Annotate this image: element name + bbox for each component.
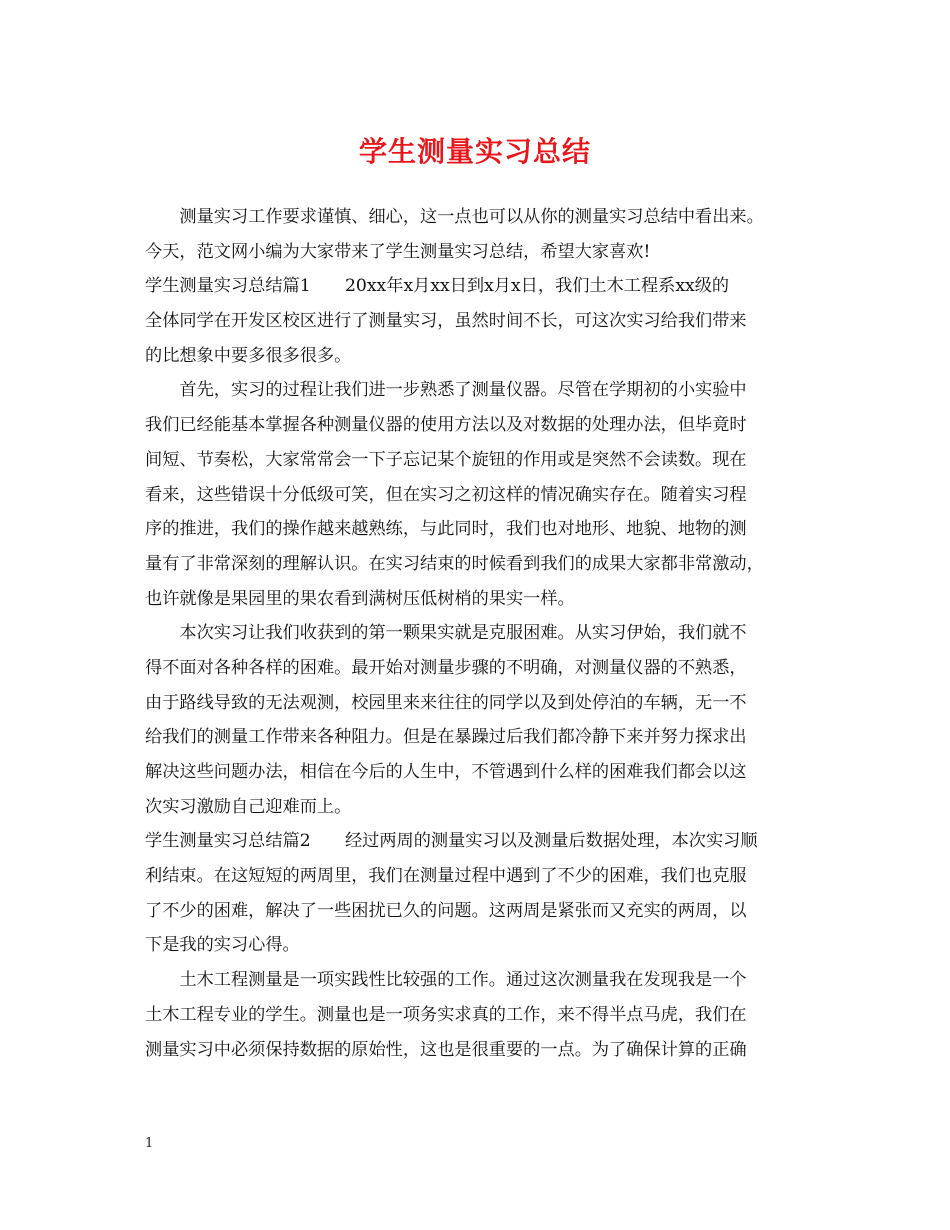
text-line: 看来，这些错误十分低级可笑，但在实习之初这样的情况确实存在。随着实习程 [145,484,747,505]
text-line: 学生测量实习总结篇1 20xx年x月xx日到x月x日，我们土木工程系xx级的 [145,276,730,297]
text-line: 测量实习工作要求谨慎、细心，这一点也可以从你的测量实习总结中看出来。 [145,207,764,227]
text-line: 序的推进，我们的操作越来越熟练，与此同时，我们也对地形、地貌、地物的测 [145,519,747,540]
text-line: 了不少的困难，解决了一些困扰已久的问题。这两周是紧张而又充实的两周，以 [145,900,747,921]
text-line: 给我们的测量工作带来各种阻力。但是在暴躁过后我们都冷静下来并努力探求出 [145,727,747,748]
text-line: 利结束。在这短短的两周里，我们在测量过程中遇到了不少的困难，我们也克服 [145,866,747,887]
text-line: 间短、节奏松，大家常常会一下子忘记某个旋钮的作用或是突然不会读数。现在 [145,449,747,470]
text-line: 测量实习中必须保持数据的原始性，这也是很重要的一点。为了确保计算的正确 [145,1039,747,1060]
text-line: 的比想象中要多很多很多。 [145,345,352,366]
text-line: 我们已经能基本掌握各种测量仪器的使用方法以及对数据的处理办法，但毕竟时 [145,415,747,436]
text-line: 今天，范文网小编为大家带来了学生测量实习总结，希望大家喜欢! [145,241,651,262]
text-line: 下是我的实习心得。 [145,935,300,956]
page-number: 1 [145,1136,154,1151]
text-line: 本次实习让我们收获到的第一颗果实就是克服困难。从实习伊始，我们就不 [145,623,747,644]
page-title: 学生测量实习总结 [358,135,591,168]
text-line: 首先，实习的过程让我们进一步熟悉了测量仪器。尽管在学期初的小实验中 [145,380,747,401]
text-line: 全体同学在开发区校区进行了测量实习，虽然时间不长，可这次实习给我们带来 [145,311,747,332]
text-line: 由于路线导致的无法观测，校园里来来往往的同学以及到处停泊的车辆，无一不 [145,692,747,713]
text-line: 学生测量实习总结篇2 经过两周的测量实习以及测量后数据处理，本次实习顺 [145,831,758,852]
text-line: 也许就像是果园里的果农看到满树压低树梢的果实一样。 [145,588,575,609]
text-line: 得不面对各种各样的困难。最开始对测量步骤的不明确，对测量仪器的不熟悉， [145,657,747,678]
text-line: 次实习激励自己迎难而上。 [145,796,352,817]
text-line: 量有了非常深刻的理解认识。在实习结束的时候看到我们的成果大家都非常激动， [145,553,764,574]
text-line: 土木工程专业的学生。测量也是一项务实求真的工作，来不得半点马虎，我们在 [145,1004,747,1025]
text-line: 解决这些问题办法，相信在今后的人生中，不管遇到什么样的困难我们都会以这 [145,762,747,782]
body-text [145,200,810,1067]
text-line: 土木工程测量是一项实践性比较强的工作。通过这次测量我在发现我是一个 [145,970,747,991]
